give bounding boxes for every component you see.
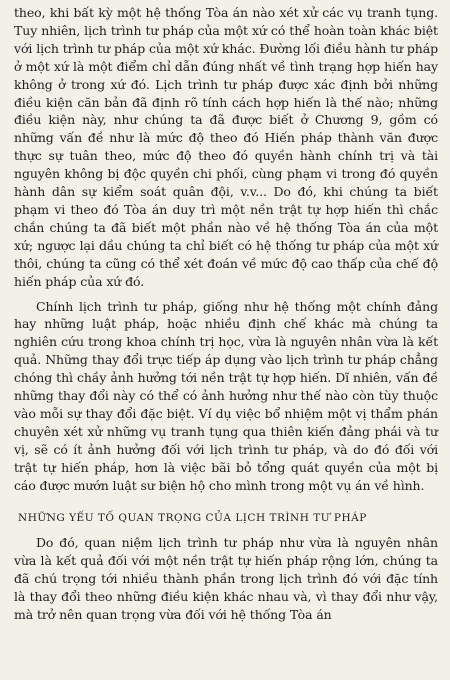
- section-paragraph: Do đó, quan niệm lịch trình tư pháp như vừa là nguyên nhân vừa là kết quả đối với một nền trật tự hiến pháp rộng lớn, chúng ta đã chú trọng tới nhiều thành phần trong lịch trình đó với đặc tính là thay đổi theo những điều kiện khác nhau và, vì thay đổi như vậy, mà trở nên quan trọng vừa đối với hệ thống Tòa án: [14, 535, 438, 623]
- paragraph-continued: theo, khi bất kỳ một hệ thống Tòa án nào xét xử các vụ tranh tụng. Tuy nhiên, lịch trình tư pháp của một xứ có thể hoàn toàn khác biệt với lịch trình tư pháp của một xứ khác. Đường lối điều hành tư pháp ở một xứ là một điểm chỉ dẫn đúng nhất về tình trạng hợp hiến hay không ở trong xứ đó. Lịch trình tư pháp được xác định bởi những điều kiện căn bản đã định rõ tính cách hợp hiến là thế nào; những điều kiện này, như chúng ta đã được biết ở Chương 9, gồm có những vấn đề như là mức độ theo đó Hiến pháp thành văn được thực sự tuân theo, mức độ theo đó quyền hành chính trị và tài nguyên không bị độc quyền chi phối, cùng phạm vi trong đó quyền hành dân sự kiểm soát quân đội, v.v... Do đó, khi chúng ta biết phạm vi theo đó Tòa án duy trì một nền trật tự hợp hiến thì chắc chắn chúng ta đã biết một phần nào về hệ thống Tòa án của một xứ; ngược lại dầu chúng ta chỉ biết có hệ thống tư pháp của một xứ thôi, chúng ta cũng có thể xét đoán về mức độ cao thấp của chế độ hiến pháp của xứ đó.: [14, 5, 438, 289]
- paragraph-judicial-process: Chính lịch trình tư pháp, giống như hệ thống một chính đảng hay những luật pháp, hoặc nhiều định chế khác mà chúng ta nghiên cứu trong khoa chính trị học, vừa là nguyên nhân vừa là kết quả. Những thay đổi trực tiếp áp dụng vào lịch trình tư pháp chẳng chóng thì chầy ảnh hưởng tới nền trật tự hợp hiến. Dĩ nhiên, vấn đề những thay đổi này có thể có ảnh hưởng như thế nào còn tùy thuộc vào mỗi sự thay đổi đặc biệt. Ví dụ việc bổ nhiệm một vị thẩm phán chuyên xét xử những vụ tranh tụng qua thiên kiến đảng phái và tư vị, sẽ có ít ảnh hưởng đối với lịch trình tư pháp, và do đó đối với trật tự hiến pháp, hơn là việc bãi bỏ tổng quát quyền của một bị cáo được mướn luật sư biện hộ cho mình trong một vụ án về hình.: [14, 298, 438, 493]
- section-heading: NHỮNG YẾU TỐ QUAN TRỌNG CỦA LỊCH TRÌNH TƯ PHÁP: [18, 512, 367, 525]
